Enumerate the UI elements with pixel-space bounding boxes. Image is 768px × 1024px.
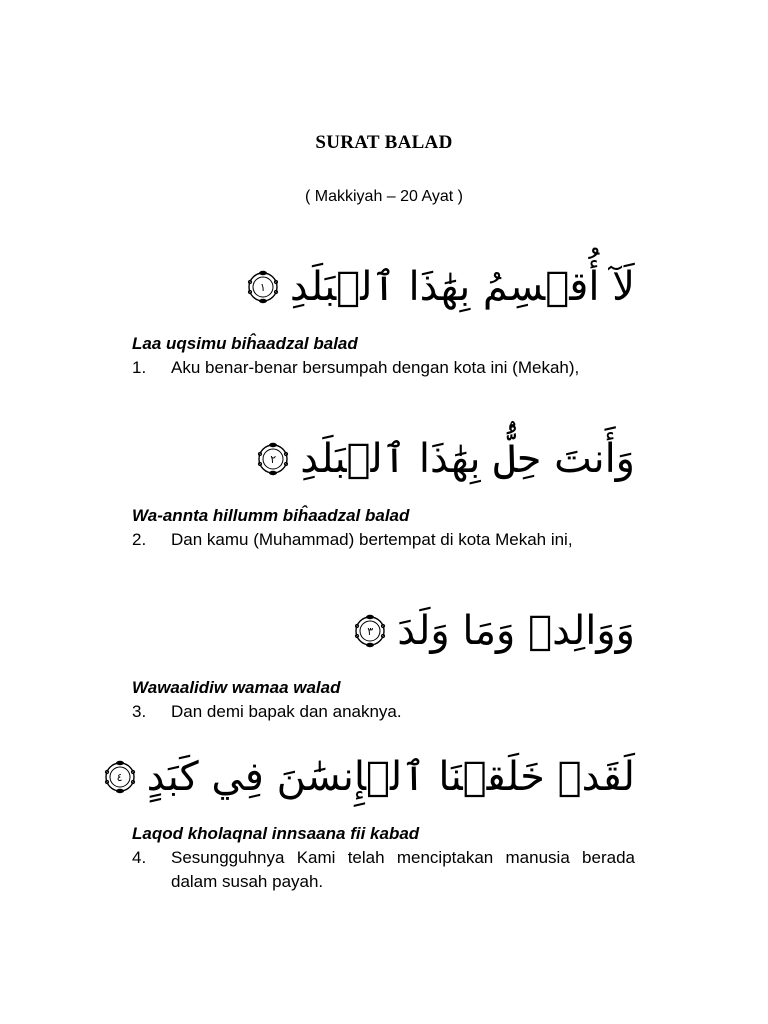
verse-transliteration: Wa-annta hillumm biĥaadzal balad — [132, 506, 410, 525]
ayah-end-ornament-icon — [256, 442, 290, 476]
verse-block — [116, 746, 635, 894]
arabic-verse-line — [116, 746, 635, 808]
verse-number: 4. — [132, 848, 147, 867]
ayah-number: ٣ — [367, 624, 374, 638]
verse-translation — [132, 846, 635, 894]
verse-translation — [132, 356, 635, 380]
verse-block — [132, 428, 635, 552]
ayah-number: ٢ — [270, 452, 277, 466]
verse-transliteration: Laqod kholaqnal innsaana fii kabad — [132, 824, 420, 843]
verse-number: 2. — [132, 530, 147, 549]
verse-transliteration: Wawaalidiw wamaa walad — [132, 678, 341, 697]
ayah-number: ٤ — [116, 770, 123, 784]
ayah-end-ornament-icon — [353, 614, 387, 648]
verse-block — [132, 256, 635, 380]
ayah-end-ornament-icon — [246, 270, 280, 304]
verse-translation — [132, 528, 635, 552]
arabic-verse-text: وَأَنتَ حِلُّۢ بِهَٰذَا ٱلۡبَلَدِ — [300, 436, 635, 482]
verse-translation-text: Dan demi bapak dan anaknya. — [171, 702, 402, 721]
page-subtitle: ( Makkiyah – 20 Ayat ) — [305, 188, 463, 205]
verse-translation — [132, 700, 635, 724]
arabic-verse-line — [132, 428, 635, 490]
verse-block — [132, 600, 635, 724]
verse-translation-text: Aku benar-benar bersumpah dengan kota ini (Mekah), — [171, 358, 580, 377]
verse-number: 3. — [132, 702, 147, 721]
page-title: SURAT BALAD — [315, 132, 453, 153]
verse-translation-text: Dan kamu (Muhammad) bertempat di kota Mekah ini, — [171, 530, 573, 549]
arabic-verse-text: لَقَدۡ خَلَقۡنَا ٱلۡإِنسَٰنَ فِي كَبَدٍ — [146, 754, 635, 800]
arabic-verse-line — [132, 256, 635, 318]
verse-transliteration: Laa uqsimu biĥaadzal balad — [132, 334, 358, 353]
arabic-verse-text: وَوَالِدٖ وَمَا وَلَدَ — [397, 608, 635, 654]
arabic-verse-line — [132, 600, 635, 662]
verse-number: 1. — [132, 358, 147, 377]
verse-translation-text: Sesungguhnya Kami telah menciptakan manusia berada dalam susah payah. — [171, 848, 635, 891]
ayah-end-ornament-icon — [103, 760, 137, 794]
arabic-verse-text: لَآ أُقۡسِمُ بِهَٰذَا ٱلۡبَلَدِ — [289, 264, 635, 310]
ayah-number: ١ — [259, 280, 266, 294]
